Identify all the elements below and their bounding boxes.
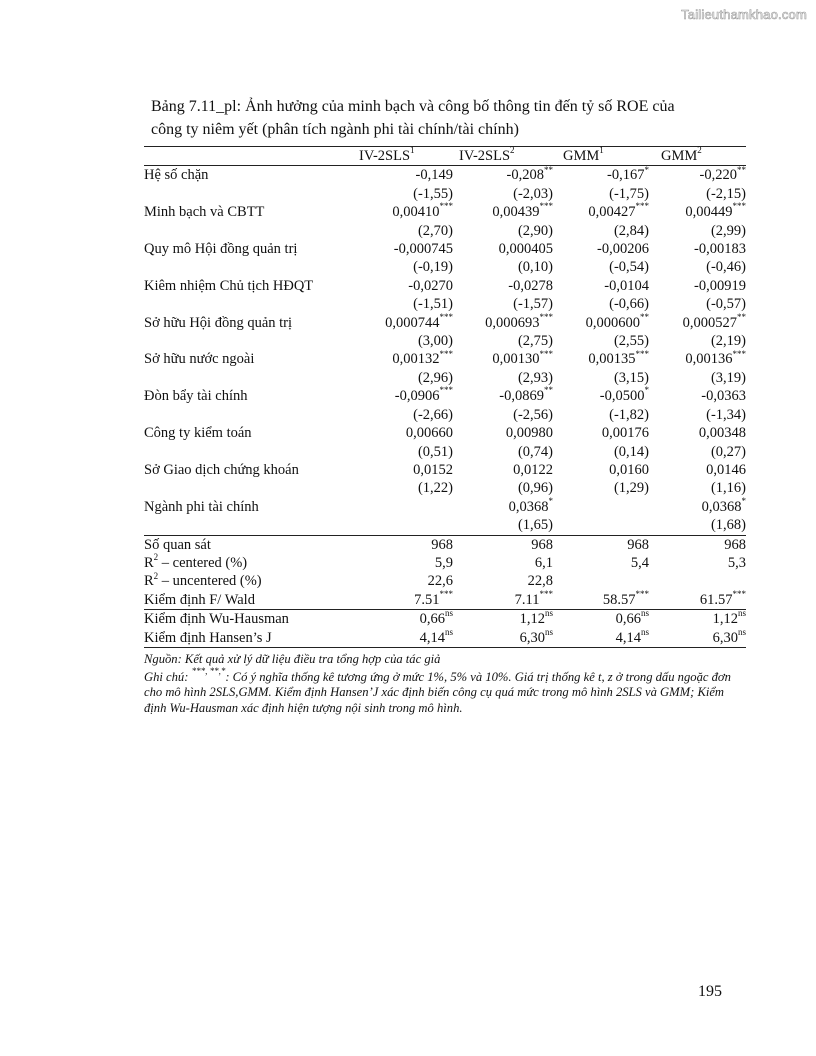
tstat-cell: (-0,19) [413,259,453,276]
table-notes [144,652,749,716]
test-cell: $0,66^{ns}$ [615,608,649,628]
tstat-cell: (2,75) [517,333,553,350]
tstat-cell: (2,55) [613,333,649,350]
tstat-cell: (0,10) [517,259,553,276]
blank-cell [144,258,359,276]
test-cell: $6,30^{ns}$ [519,626,553,646]
test-label: Kiểm định Wu-Hausman [144,611,289,628]
blank-cell [144,332,359,350]
tstat-cell: (-0,46) [706,259,746,276]
coef-cell: 0,000600** [585,311,649,331]
stats-cell: 968 [431,536,453,553]
coef-cell: 0,0152 [413,461,453,478]
coef-cell: -0,208** [506,164,553,184]
tstat-cell [359,516,453,535]
table-body [144,166,746,648]
stats-cell: 7.51*** [414,588,453,608]
blank-cell [144,479,359,497]
stats-row [144,572,746,590]
tstat-cell: (2,93) [517,369,553,386]
blank-cell [144,406,359,424]
blank-cell [144,185,359,203]
stats-cell: 968 [724,536,746,553]
tstat-cell: (1,65) [517,517,553,534]
coef-cell: 0,00132*** [392,348,453,368]
row-label: Sở hữu nước ngoài [144,351,255,368]
coef-cell: -0,220** [699,164,746,184]
tstat-cell: (2,90) [517,222,553,239]
coef-cell: 0,000693*** [485,311,553,331]
tstat-cell: (-2,66) [413,406,453,423]
tstat-cell: (3,19) [710,369,746,386]
coef-cell: -0,00183 [694,241,746,258]
test-row [144,629,746,648]
table-row [144,203,746,221]
coef-cell: 0,0368* [508,495,553,515]
stats-label: $R^2$ – uncentered (%) [144,570,262,590]
coef-cell: -0,0906*** [394,385,453,405]
stats-cell: 5,9 [434,554,453,571]
test-label: Kiểm định Hansen’s J [144,629,272,646]
table-row [144,240,746,258]
table-row-tstat [144,295,746,313]
tstat-cell: (0,51) [417,443,453,460]
coef-cell: 0,0146 [706,461,746,478]
header-col-4: GMM$^2$ [661,145,702,164]
row-label: Công ty kiểm toán [144,425,252,442]
tstat-cell: (-1,82) [609,406,649,423]
coef-cell: -0,0104 [604,277,649,294]
row-label: Quy mô Hội đồng quản trị [144,241,298,258]
coef-cell: 0,00660 [405,425,453,442]
tstat-cell: (-1,34) [706,406,746,423]
tstat-cell: (1,16) [710,480,746,497]
coef-cell: -0,0278 [508,277,553,294]
watermark: Tailieuthamkhao.com [681,7,807,22]
tstat-cell: (2,96) [417,369,453,386]
tstat-cell: (-1,57) [513,296,553,313]
tstat-cell: (2,84) [613,222,649,239]
tstat-cell: (1,68) [710,517,746,534]
tstat-cell: (-0,54) [609,259,649,276]
coef-cell: -0,00919 [694,277,746,294]
tstat-cell: (2,70) [417,222,453,239]
row-label: Sở Giao dịch chứng khoán [144,461,299,478]
coef-cell: -0,149 [415,167,453,184]
coef-cell: -0,167* [607,164,649,184]
blank-cell [144,222,359,240]
table-row [144,387,746,405]
table-row [144,314,746,332]
test-cell: $1,12^{ns}$ [519,608,553,628]
coef-cell: -0,00206 [597,241,649,258]
caption-line-2: công ty niêm yết (phân tích ngành phi tài chính/tài chính) [151,121,519,138]
regression-table [144,146,746,648]
tstat-cell: (2,19) [710,333,746,350]
coef-cell: -0,0500* [599,385,649,405]
row-label: Đòn bẩy tài chính [144,388,248,405]
coef-cell: 0,0160 [609,461,649,478]
header-col-1: IV-2SLS$^1$ [359,145,415,164]
stats-row [144,554,746,572]
blank-cell [144,443,359,461]
tstat-cell: (-2,15) [706,185,746,202]
tstat-cell: (2,99) [710,222,746,239]
table-row-tstat [144,332,746,350]
row-label: Hệ số chặn [144,167,209,184]
coef-cell: 0,00348 [698,425,746,442]
tstat-cell: (-0,66) [609,296,649,313]
stats-cell: 22,6 [427,573,453,590]
stats-row [144,591,746,610]
header-col-2: IV-2SLS$^2$ [459,145,515,164]
coef-cell: 0,0368* [701,495,746,515]
page-number: 195 [698,983,722,1000]
coef-cell: 0,00176 [601,425,649,442]
tstat-cell: (0,74) [517,443,553,460]
tstat-cell: (-1,51) [413,296,453,313]
tstat-cell: (3,15) [613,369,649,386]
row-label: Kiêm nhiệm Chủ tịch HĐQT [144,277,314,294]
table-header-row [144,147,746,166]
table-row [144,498,746,516]
test-cell: $4,14^{ns}$ [419,626,453,646]
stats-cell [553,572,649,590]
table-caption [151,95,751,141]
row-label: Ngành phi tài chính [144,498,259,515]
test-cell: $6,30^{ns}$ [712,626,746,646]
table-row [144,277,746,295]
tstat-cell: (-0,57) [706,296,746,313]
table-row [144,350,746,368]
coef-cell: 0,00980 [505,425,553,442]
test-cell: $1,12^{ns}$ [712,608,746,628]
blank-cell [144,369,359,387]
significance-note: Ghi chú: ***, **,*: Có ý nghĩa thống kê tương ứng ở mức 1%, 5% và 10%. Giá trị thống kê t, z ở trong dấu ngoặc đơn cho mô hình 2SLS,GMM. Kiểm định Hansen’J xác định biến công cụ quá mức trong mô hình 2SLS và GMM; Kiểm định Wu-Hausman xác định hiện tượng nội sinh trong mô hình. [144,666,731,715]
coef-cell [553,498,649,516]
table-row-tstat [144,516,746,535]
tstat-cell: (0,14) [613,443,649,460]
coef-cell: 0,000527** [682,311,746,331]
stats-cell [649,572,746,590]
stats-cell: 968 [531,536,553,553]
coef-cell: 0,00427*** [588,201,649,221]
tstat-cell: (0,27) [710,443,746,460]
row-label: Sở hữu Hội đồng quản trị [144,314,293,331]
stats-row [144,535,746,554]
coef-cell: -0,000745 [393,241,453,258]
table-row-tstat [144,479,746,497]
coef-cell: 0,00410*** [392,201,453,221]
caption-line-1: Bảng 7.11_pl: Ảnh hưởng của minh bạch và công bố thông tin đến tỷ số ROE của [151,98,675,115]
table-row-tstat [144,222,746,240]
stats-label: $R^2$ – centered (%) [144,552,248,571]
stats-cell: 5,4 [630,554,649,571]
stats-cell: 7.11*** [514,588,553,608]
coef-cell: -0,0363 [701,388,746,405]
coef-cell: 0,00130*** [492,348,553,368]
test-cell: $0,66^{ns}$ [419,608,453,628]
coef-cell: 0,00135*** [588,348,649,368]
stats-cell: 968 [627,536,649,553]
coef-cell: 0,0122 [513,461,553,478]
coef-cell: -0,0869** [499,385,553,405]
stats-cell: 5,3 [727,554,746,571]
stats-cell: 61.57*** [699,588,746,608]
test-row [144,610,746,629]
table-row [144,166,746,185]
tstat-cell [553,516,649,535]
row-label: Minh bạch và CBTT [144,204,265,221]
tstat-cell: (0,96) [517,480,553,497]
coef-cell: 0,000405 [498,241,553,258]
tstat-cell: (-1,55) [413,185,453,202]
tstat-cell: (1,22) [417,480,453,497]
table-row [144,461,746,479]
stats-label: Số quan sát [144,536,211,553]
blank-cell [144,516,359,535]
tstat-cell: (1,29) [613,480,649,497]
table-row [144,424,746,442]
table-row-tstat [144,406,746,424]
stats-cell: 6,1 [534,554,553,571]
header-blank [144,147,359,166]
coef-cell: -0,0270 [408,277,453,294]
coef-cell [359,498,453,516]
blank-cell [144,295,359,313]
coef-cell: 0,00449*** [685,201,746,221]
coef-cell: 0,00439*** [492,201,553,221]
coef-cell: 0,00136*** [685,348,746,368]
source-note: Nguồn: Kết quả xử lý dữ liệu điều tra tổng hợp của tác giả [144,652,441,666]
tstat-cell: (-2,03) [513,185,553,202]
tstat-cell: (-1,75) [609,185,649,202]
header-col-3: GMM$^1$ [563,145,604,164]
tstat-cell: (-2,56) [513,406,553,423]
table-row-tstat [144,258,746,276]
stats-cell: 22,8 [527,573,553,590]
coef-cell: 0,000744*** [385,311,453,331]
stats-cell: 58.57*** [602,588,649,608]
table-row-tstat [144,443,746,461]
stats-label: Kiểm định F/ Wald [144,591,255,608]
test-cell: $4,14^{ns}$ [615,626,649,646]
tstat-cell: (3,00) [417,333,453,350]
